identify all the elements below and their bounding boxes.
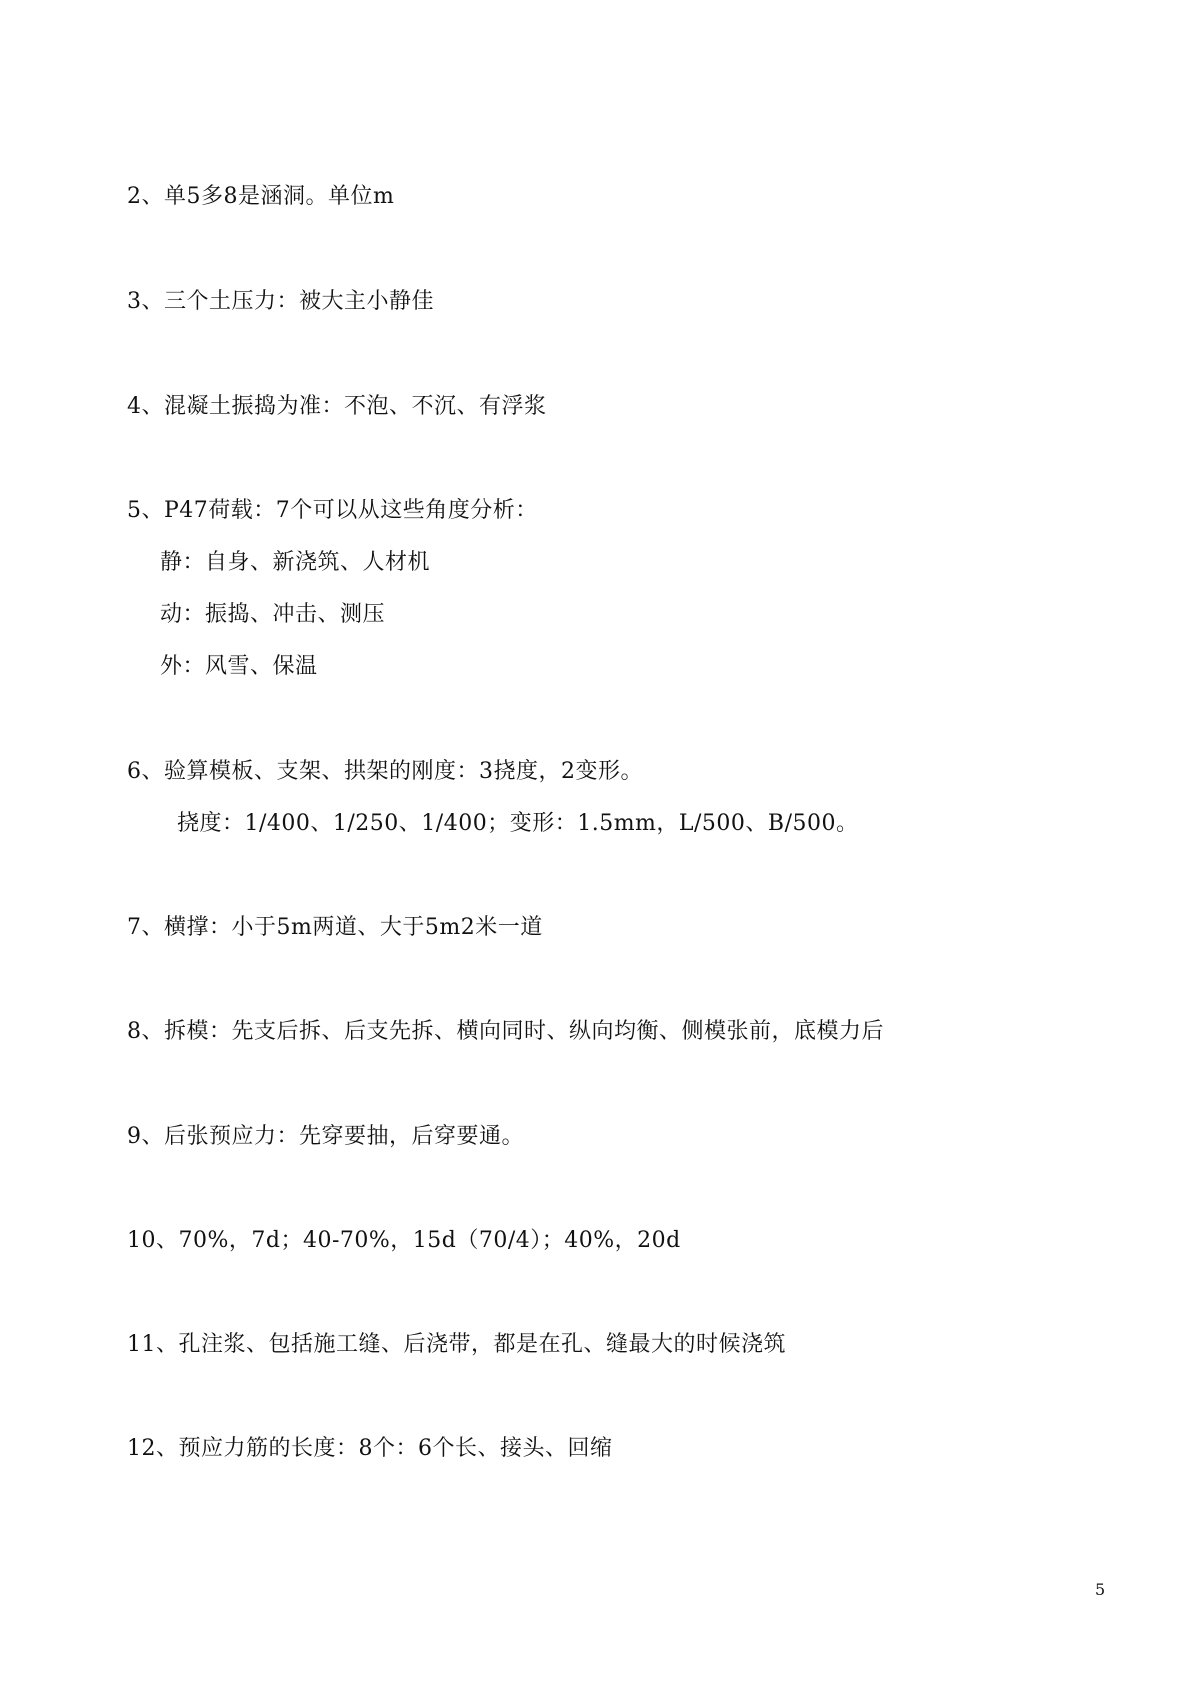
note-item-7: 7、横撑：小于5m两道、大于5m2米一道 <box>127 915 543 940</box>
note-item-11: 11、孔注浆、包括施工缝、后浇带，都是在孔、缝最大的时候浇筑 <box>127 1332 786 1357</box>
note-item-8: 8、拆模：先支后拆、后支先拆、横向同时、纵向均衡、侧模张前，底模力后 <box>127 1019 884 1044</box>
note-item-5-static: 静：自身、新浇筑、人材机 <box>160 550 431 575</box>
note-item-6-detail: 挠度：1/400、1/250、1/400；变形：1.5mm，L/500、B/500。 <box>177 811 859 836</box>
note-item-4: 4、混凝土振捣为准：不泡、不沉、有浮浆 <box>127 394 547 419</box>
note-item-3: 3、三个土压力：被大主小静佳 <box>127 289 434 314</box>
note-item-12: 12、预应力筋的长度：8个：6个长、接头、回缩 <box>127 1436 613 1461</box>
note-item-10: 10、70%，7d；40-70%，15d（70/4）；40%，20d <box>127 1228 681 1253</box>
note-item-5: 5、P47荷载：7个可以从这些角度分析： <box>127 498 538 523</box>
note-item-9: 9、后张预应力：先穿要抽，后穿要通。 <box>127 1124 524 1149</box>
note-item-5-dynamic: 动：振捣、冲击、测压 <box>160 602 386 627</box>
note-item-5-external: 外：风雪、保温 <box>160 654 318 679</box>
page-number: 5 <box>1095 1580 1106 1599</box>
note-item-6: 6、验算模板、支架、拱架的刚度：3挠度，2变形。 <box>127 759 643 784</box>
note-item-2: 2、单5多8是涵洞。单位m <box>127 184 395 209</box>
